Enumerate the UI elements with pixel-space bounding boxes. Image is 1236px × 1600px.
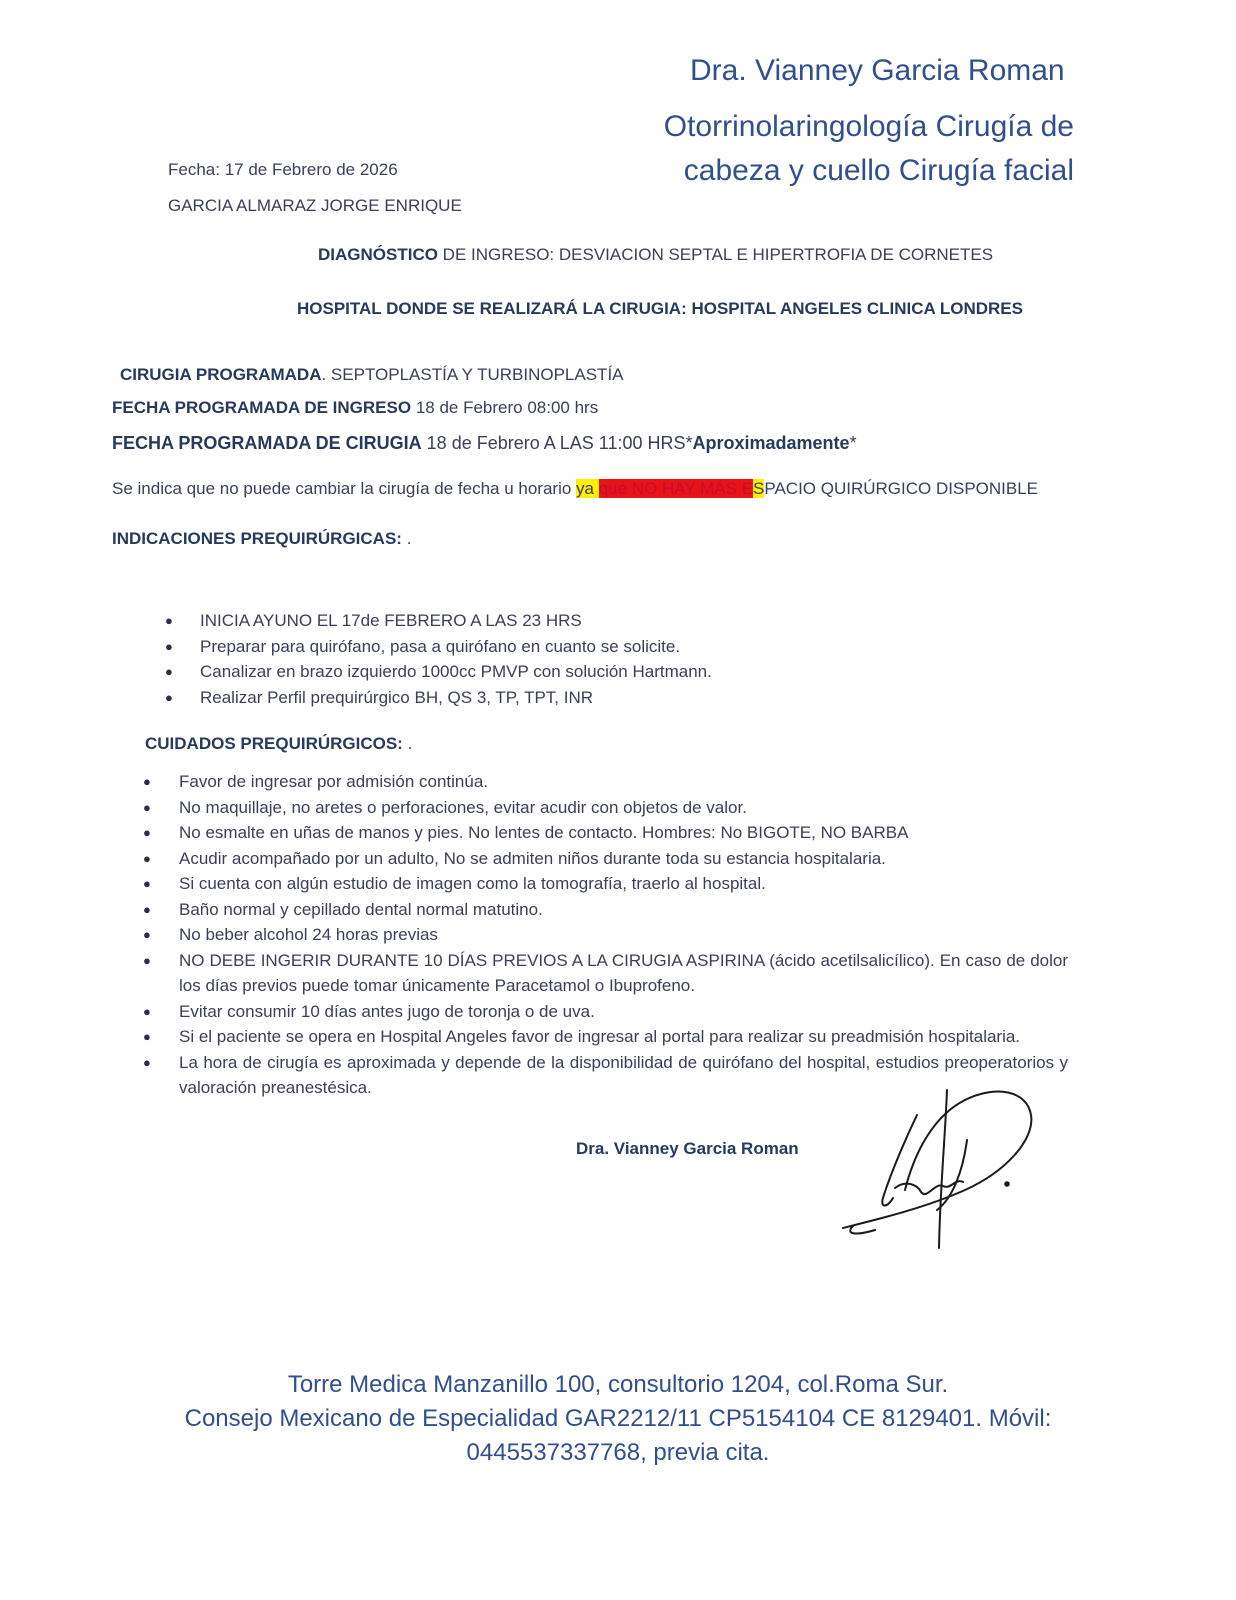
surgery-date-approx: Aproximadamente <box>692 433 850 453</box>
list-item: ● Acudir acompañado por un adulto, No se admiten niños durante toda su estancia hospitalaria. <box>143 846 1068 872</box>
diagnosis-label: DIAGNÓSTICO <box>318 245 438 264</box>
surgery-label: CIRUGIA PROGRAMADA <box>120 365 322 384</box>
list-item: ● Realizar Perfil prequirúrgico BH, QS 3, TP, TPT, INR <box>165 685 1065 711</box>
list-item: ● No maquillaje, no aretes o perforaciones, evitar acudir con objetos de valor. <box>143 795 1068 821</box>
diagnosis-text: DE INGRESO: DESVIACION SEPTAL E HIPERTROFIA DE CORNETES <box>437 245 994 264</box>
indications-heading-tail: . <box>401 529 412 548</box>
care-heading <box>145 734 412 754</box>
admission-label: FECHA PROGRAMADA DE INGRESO <box>112 398 412 417</box>
doctor-name-header: Dra. Vianney Garcia Roman <box>690 54 1065 87</box>
indications-heading-label: INDICACIONES PREQUIRÚRGICAS: <box>112 529 402 548</box>
surgery-date-tail: * <box>849 433 857 453</box>
diagnosis-line <box>318 245 993 265</box>
handwritten-signature <box>835 1080 1055 1260</box>
list-item: ● NO DEBE INGERIR DURANTE 10 DÍAS PREVIOS A LA CIRUGIA ASPIRINA (ácido acetilsalicílico). En caso de dolor los días previos puede tomar únicamente Paracetamol o Ibuprofeno. <box>143 948 1068 999</box>
surgery-line <box>120 365 624 385</box>
list-item: ● Preparar para quirófano, pasa a quirófano en cuanto se solicite. <box>165 634 1065 660</box>
notice-highlight-red: que NO HAY MÁS E <box>598 479 754 498</box>
footer-contact <box>0 1368 1236 1470</box>
footer-credentials: Consejo Mexicano de Especialidad GAR2212/11 CP5154104 CE 8129401. Móvil: <box>184 1405 1052 1432</box>
specialty-block <box>554 105 1074 193</box>
notice-pre: Se indica que no puede cambiar la cirugía de fecha u horario <box>112 479 577 498</box>
admission-text: 18 de Febrero 08:00 hrs <box>411 398 599 417</box>
specialty-line-1: Otorrinolaringología Cirugía de <box>663 110 1074 143</box>
specialty-line-2: cabeza y cuello Cirugía facial <box>683 154 1074 187</box>
notice-highlight-yellow-1: ya <box>576 479 599 498</box>
hospital-line: HOSPITAL DONDE SE REALIZARÁ LA CIRUGIA: HOSPITAL ANGELES CLINICA LONDRES <box>297 299 1023 318</box>
list-item: ● No esmalte en uñas de manos y pies. No lentes de contacto. Hombres: No BIGOTE, NO BARBA <box>143 820 1068 846</box>
admission-line <box>112 398 598 418</box>
surgery-date-line <box>112 433 857 454</box>
notice-post: PACIO QUIRÚRGICO DISPONIBLE <box>764 479 1039 498</box>
footer-phone: 0445537337768, previa cita. <box>466 1439 770 1466</box>
list-item: ● INICIA AYUNO EL 17de FEBRERO A LAS 23 HRS <box>165 608 1065 634</box>
footer-address: Torre Medica Manzanillo 100, consultorio 1204, col.Roma Sur. <box>287 1371 949 1398</box>
surgery-date-label: FECHA PROGRAMADA DE CIRUGIA <box>112 433 422 453</box>
care-heading-label: CUIDADOS PREQUIRÚRGICOS: <box>145 734 403 753</box>
surgery-text: . SEPTOPLASTÍA Y TURBINOPLASTÍA <box>321 365 624 384</box>
list-item: ● Evitar consumir 10 días antes jugo de toronja o de uva. <box>143 999 1068 1025</box>
list-item: ● No beber alcohol 24 horas previas <box>143 922 1068 948</box>
list-item: ● La hora de cirugía es aproximada y depende de la disponibilidad de quirófano del hospital, estudios preoperatorios y valoración preanestésica. <box>143 1050 1068 1101</box>
notice-highlight-yellow-2: S <box>753 479 765 498</box>
list-item: ● Canalizar en brazo izquierdo 1000cc PMVP con solución Hartmann. <box>165 659 1065 685</box>
list-item: ● Favor de ingresar por admisión continúa. <box>143 769 1068 795</box>
list-item: ● Baño normal y cepillado dental normal matutino. <box>143 897 1068 923</box>
list-item: ● Si cuenta con algún estudio de imagen como la tomografía, traerlo al hospital. <box>143 871 1068 897</box>
list-item: ● Si el paciente se opera en Hospital Angeles favor de ingresar al portal para realizar su preadmisión hospitalaria. <box>143 1024 1068 1050</box>
patient-name: GARCIA ALMARAZ JORGE ENRIQUE <box>168 196 462 215</box>
care-list <box>143 769 1068 1101</box>
schedule-notice <box>112 479 1038 499</box>
indications-list <box>165 608 1065 710</box>
surgery-date-text: 18 de Febrero A LAS 11:00 HRS* <box>421 433 693 453</box>
document-date: Fecha: 17 de Febrero de 2026 <box>168 160 398 179</box>
signature-name: Dra. Vianney Garcia Roman <box>576 1139 799 1158</box>
care-heading-tail: . <box>402 734 413 753</box>
indications-heading <box>112 529 411 549</box>
